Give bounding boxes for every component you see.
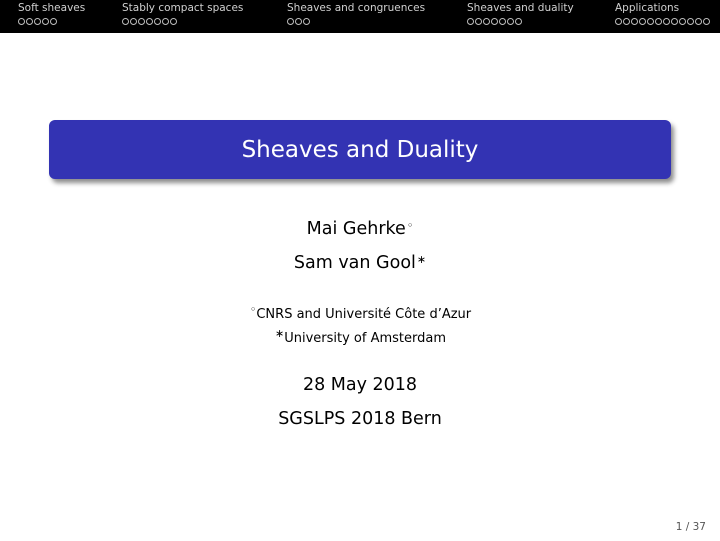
frame-dot[interactable] bbox=[467, 18, 474, 25]
author-name: Sam van Gool bbox=[293, 253, 416, 273]
frame-dot[interactable] bbox=[655, 18, 662, 25]
affiliation-text: University of Amsterdam bbox=[284, 331, 446, 346]
affiliation-mark: ◦ bbox=[249, 303, 257, 316]
frame-dot[interactable] bbox=[18, 18, 25, 25]
nav-section-dots[interactable] bbox=[467, 18, 574, 26]
nav-section-label[interactable]: Soft sheaves bbox=[18, 2, 86, 14]
frame-dot[interactable] bbox=[154, 18, 161, 25]
nav-section-sheaves-and-duality[interactable] bbox=[467, 2, 574, 26]
author-mark: ∗ bbox=[416, 253, 427, 266]
frame-dot[interactable] bbox=[303, 18, 310, 25]
frame-dot[interactable] bbox=[475, 18, 482, 25]
frame-dot[interactable] bbox=[663, 18, 670, 25]
nav-section-dots[interactable] bbox=[615, 18, 711, 26]
frame-dot[interactable] bbox=[679, 18, 686, 25]
frame-dot[interactable] bbox=[162, 18, 169, 25]
affiliation-cnrs bbox=[0, 303, 720, 322]
nav-section-label[interactable]: Applications bbox=[615, 2, 680, 14]
frame-dot[interactable] bbox=[42, 18, 49, 25]
author-mark: ◦ bbox=[406, 219, 414, 232]
frame-dot[interactable] bbox=[695, 18, 702, 25]
frame-dot[interactable] bbox=[146, 18, 153, 25]
frame-dot[interactable] bbox=[499, 18, 506, 25]
frame-dot[interactable] bbox=[483, 18, 490, 25]
affiliation-mark: ∗ bbox=[274, 327, 285, 340]
presentation-venue: SGSLPS 2018 Bern bbox=[278, 409, 442, 429]
author-name: Mai Gehrke bbox=[306, 219, 406, 239]
nav-section-dots[interactable] bbox=[287, 18, 425, 26]
frame-dot[interactable] bbox=[515, 18, 522, 25]
frame-dot[interactable] bbox=[631, 18, 638, 25]
nav-section-soft-sheaves[interactable] bbox=[18, 2, 85, 26]
frame-dot[interactable] bbox=[507, 18, 514, 25]
nav-section-applications[interactable] bbox=[615, 2, 711, 26]
frame-dot[interactable] bbox=[138, 18, 145, 25]
frame-dot[interactable] bbox=[34, 18, 41, 25]
presentation-date: 28 May 2018 bbox=[302, 375, 418, 395]
affiliation-text: CNRS and Université Côte d’Azur bbox=[256, 307, 472, 322]
frame-dot[interactable] bbox=[287, 18, 294, 25]
nav-section-sheaves-and-congruences[interactable] bbox=[287, 2, 425, 26]
frame-dot[interactable] bbox=[26, 18, 33, 25]
frame-dot[interactable] bbox=[122, 18, 129, 25]
title-box bbox=[49, 120, 671, 179]
frame-dot[interactable] bbox=[703, 18, 710, 25]
frame-dot[interactable] bbox=[130, 18, 137, 25]
nav-section-stably-compact-spaces[interactable] bbox=[122, 2, 243, 26]
frame-dot[interactable] bbox=[295, 18, 302, 25]
nav-section-label[interactable]: Sheaves and congruences bbox=[287, 2, 426, 14]
nav-section-dots[interactable] bbox=[18, 18, 85, 26]
section-navigation-bar bbox=[0, 0, 720, 33]
author-gehrke bbox=[0, 219, 720, 239]
affiliation-amsterdam bbox=[0, 327, 720, 346]
nav-section-dots[interactable] bbox=[122, 18, 243, 26]
slide-title: Sheaves and Duality bbox=[241, 136, 479, 163]
frame-dot[interactable] bbox=[491, 18, 498, 25]
author-van-gool bbox=[0, 253, 720, 273]
frame-dot[interactable] bbox=[170, 18, 177, 25]
frame-dot[interactable] bbox=[639, 18, 646, 25]
frame-dot[interactable] bbox=[647, 18, 654, 25]
page-number: 1 / 37 bbox=[675, 521, 706, 533]
frame-dot[interactable] bbox=[623, 18, 630, 25]
nav-section-label[interactable]: Sheaves and duality bbox=[467, 2, 574, 14]
frame-dot[interactable] bbox=[687, 18, 694, 25]
nav-section-label[interactable]: Stably compact spaces bbox=[122, 2, 244, 14]
frame-dot[interactable] bbox=[615, 18, 622, 25]
frame-dot[interactable] bbox=[50, 18, 57, 25]
frame-dot[interactable] bbox=[671, 18, 678, 25]
